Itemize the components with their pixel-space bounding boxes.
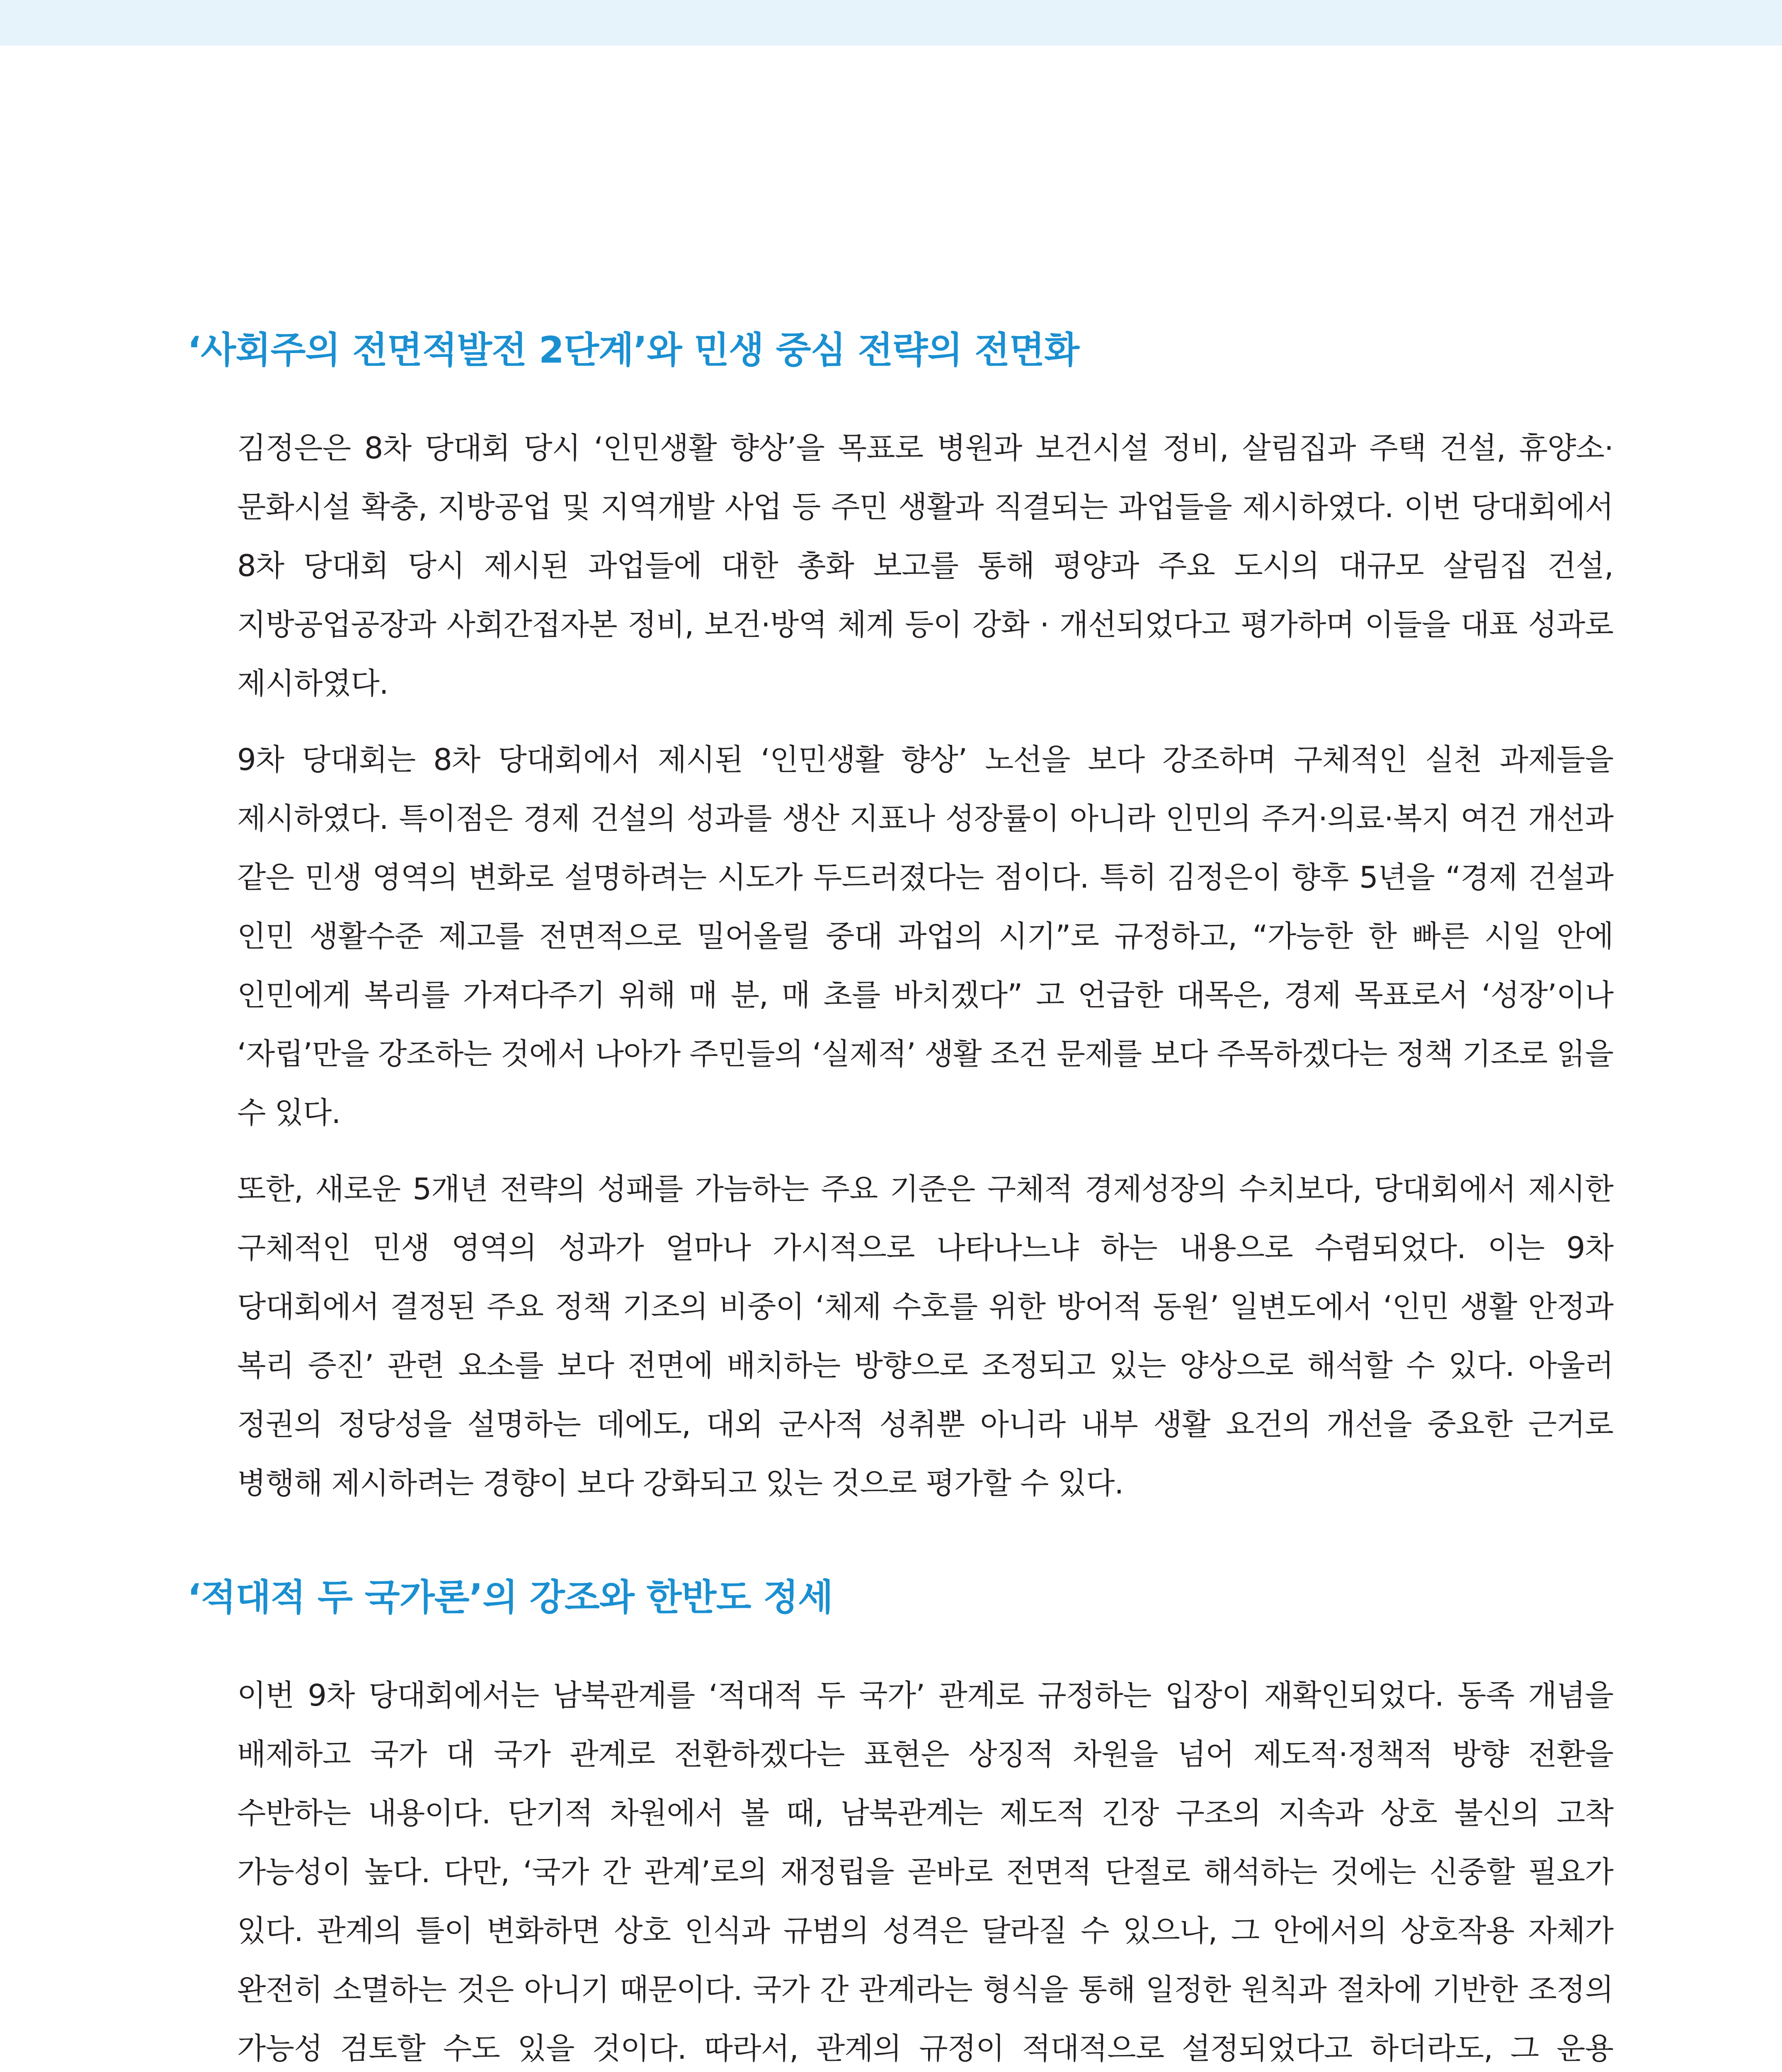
section-title: ‘사회주의 전면적발전 2단계’와 민생 중심 전략의 전면화 — [187, 329, 1079, 371]
top-header-band — [0, 0, 1782, 46]
section-title: ‘적대적 두 국가론’의 강조와 한반도 정세 — [187, 1576, 833, 1619]
section-two-hostile-states — [187, 1575, 1613, 2072]
paragraph: 김정은은 8차 당대회 당시 ‘인민생활 향상’을 목표로 병원과 보건시설 정비, 살림집과 주택 건설, 휴양소·문화시설 확충, 지방공업 및 지역개발 사업 등 주민 생활과 직결되는 과업들을 제시하였다. 이번 당대회에서 8차 당대회 당시 제시된 과업들에 대한 총화 보고를 통해 평양과 주요 도시의 대규모 살림집 건설, 지방공업공장과 사회간접자본 정비, 보건·방역 체계 등이 강화 · 개선되었다고 평가하며 이들을 대표 성과로 제시하였다. — [237, 431, 1613, 701]
paragraph: 9차 당대회는 8차 당대회에서 제시된 ‘인민생활 향상’ 노선을 보다 강조하며 구체적인 실천 과제들을 제시하였다. 특이점은 경제 건설의 성과를 생산 지표나 성장률이 아니라 인민의 주거·의료·복지 여건 개선과 같은 민생 영역의 변화로 설명하려는 시도가 두드러졌다는 점이다. 특히 김정은이 향후 5년을 “경제 건설과 인민 생활수준 제고를 전면적으로 밀어올릴 중대 과업의 시기”로 규정하고, “가능한 한 빠른 시일 안에 인민에게 복리를 가져다주기 위해 매 분, 매 초를 바치겠다” 고 언급한 대목은, 경제 목표로서 ‘성장’이나 ‘자립’만을 강조하는 것에서 나아가 주민들의 ‘실제적’ 생활 조건 문제를 보다 주목하겠다는 정책 기조로 읽을 수 있다. — [237, 742, 1613, 1130]
paragraph: 또한, 새로운 5개년 전략의 성패를 가늠하는 주요 기준은 구체적 경제성장의 수치보다, 당대회에서 제시한 구체적인 민생 영역의 성과가 얼마나 가시적으로 나타나느냐 하는 내용으로 수렴되었다. 이는 9차 당대회에서 결정된 주요 정책 기조의 비중이 ‘체제 수호를 위한 방어적 동원’ 일변도에서 ‘인민 생활 안정과 복리 증진’ 관련 요소를 보다 전면에 배치하는 방향으로 조정되고 있는 양상으로 해석할 수 있다. 아울러 정권의 정당성을 설명하는 데에도, 대외 군사적 성취뿐 아니라 내부 생활 요건의 개선을 중요한 근거로 병행해 제시하려는 경향이 보다 강화되고 있는 것으로 평가할 수 있다. — [237, 1172, 1613, 1501]
document-body — [187, 327, 1613, 2072]
paragraph: 이번 9차 당대회에서는 남북관계를 ‘적대적 두 국가’ 관계로 규정하는 입장이 재확인되었다. 동족 개념을 배제하고 국가 대 국가 관계로 전환하겠다는 표현은 상징적 차원을 넘어 제도적·정책적 방향 전환을 수반하는 내용이다. 단기적 차원에서 볼 때, 남북관계는 제도적 긴장 구조의 지속과 상호 불신의 고착 가능성이 높다. 다만, ‘국가 간 관계’로의 재정립을 곧바로 전면적 단절로 해석하는 것에는 신중할 필요가 있다. 관계의 틀이 변화하면 상호 인식과 규범의 성격은 달라질 수 있으나, 그 안에서의 상호작용 자체가 완전히 소멸하는 것은 아니기 때문이다. 국가 간 관계라는 형식을 통해 일정한 원칙과 절차에 기반한 조정의 가능성 검토할 수도 있을 것이다. 따라서, 관계의 규정이 적대적으로 설정되었다고 하더라도, 그 운용 — [237, 1678, 1613, 2066]
section-paragraphs — [237, 1666, 1613, 2072]
section-socialism-livelihood — [187, 327, 1613, 1513]
section-paragraphs — [237, 419, 1613, 1513]
